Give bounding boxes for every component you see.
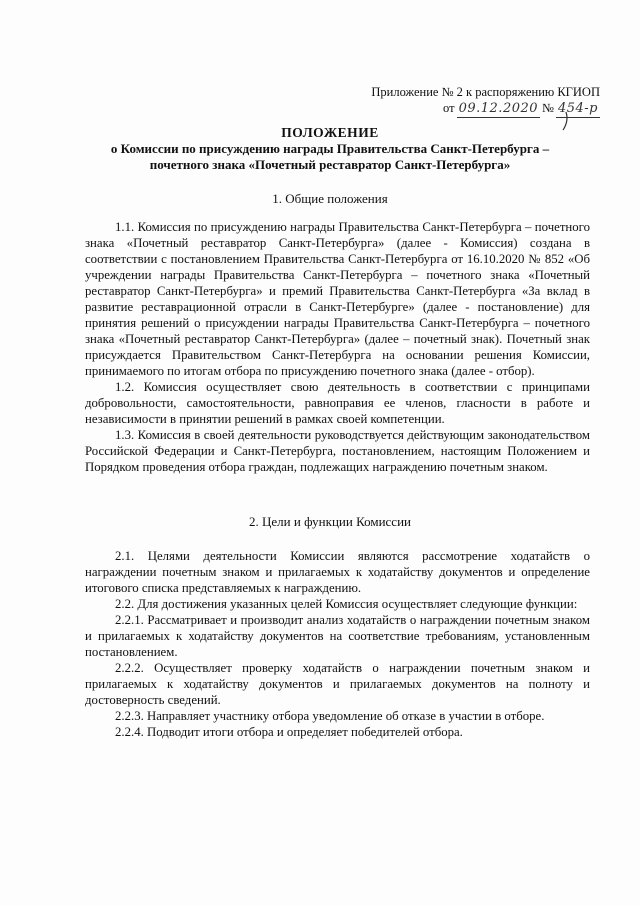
document-title: ПОЛОЖЕНИЕ [281, 125, 379, 140]
section-1-heading: 1. Общие положения [272, 191, 388, 206]
paragraph-2-1: 2.1. Целями деятельности Комиссии являются рассмотрение ходатайств о награждении почетным знаком и прилагаемых к ходатайству документов и определение итогового списка представляемых к награждению. [85, 549, 590, 595]
paragraph-2-2-2: 2.2.2. Осуществляет проверку ходатайств о награждении почетным знаком и прилагаемых к ходатайству документов и прилагаемых документов на полноту и достоверность сведений. [85, 661, 590, 707]
section-2-heading: 2. Цели и функции Комиссии [249, 514, 411, 529]
order-date: 09.12.2020 [458, 101, 539, 116]
paragraph-1-2: 1.2. Комиссия осуществляет свою деятельность в соответствии с принципами добровольности, самостоятельности, равноправия ее членов, гласности в работе и независимости в принятии решений в рамках своей компетенции. [85, 380, 590, 426]
paragraph-2-2-3: 2.2.3. Направляет участнику отбора уведомление об отказе в участии в отборе. [115, 709, 545, 723]
paragraph-1-1: 1.1. Комиссия по присуждению награды Правительства Санкт-Петербурга – почетного знака «Почетный реставратор Санкт-Петербурга» (далее - Комиссия) создана в соответствии с постановлением Правительства Санкт-Петербурга от 16.10.2020 № 852 «Об учреждении награды Правительства Санкт-Петербурга – почетного знака «Почетный реставратор Санкт-Петербурга» и премий Правительства Санкт-Петербурга «За вклад в развитие реставрационной отрасли в Санкт-Петербурге» (далее - постановление) для принятия решений о присуждении награды Правительства Санкт-Петербурга – почетного знака «Почетный реставратор Санкт-Петербурга» (далее – почетный знак). Почетный знак присуждается Правительством Санкт-Петербурга на основании решения Комиссии, принимаемого по итогам отбора по присуждению почетного знака (далее - отбор). [85, 220, 590, 378]
document-subtitle: о Комиссии по присуждению награды Правительства Санкт-Петербурга – почетного знака «Почетный реставратор Санкт-Петербурга» [110, 141, 550, 172]
number-label: № [542, 101, 554, 115]
paragraph-2-2-1: 2.2.1. Рассматривает и производит анализ ходатайств о награждении почетным знаком и прилагаемых к ходатайству документов на соответствие требованиям, установленным постановлением. [85, 613, 590, 659]
paragraph-1-3: 1.3. Комиссия в своей деятельности руководствуется действующим законодательством Российской Федерации и Санкт-Петербурга, постановлением, настоящим Положением и Порядком проведения отбора граждан, подлежащих награждению почетным знаком. [85, 428, 590, 474]
paragraph-2-2-4: 2.2.4. Подводит итоги отбора и определяет победителей отбора. [115, 725, 463, 739]
title-block [80, 124, 580, 173]
from-label: от [443, 101, 455, 115]
section-2-body [85, 548, 590, 740]
paragraph-2-2: 2.2. Для достижения указанных целей Комиссия осуществляет следующие функции: [115, 597, 578, 611]
section-1-body [85, 219, 590, 475]
order-number: 454-р [557, 101, 598, 116]
appendix-line: Приложение № 2 к распоряжению КГИОП [371, 85, 600, 99]
